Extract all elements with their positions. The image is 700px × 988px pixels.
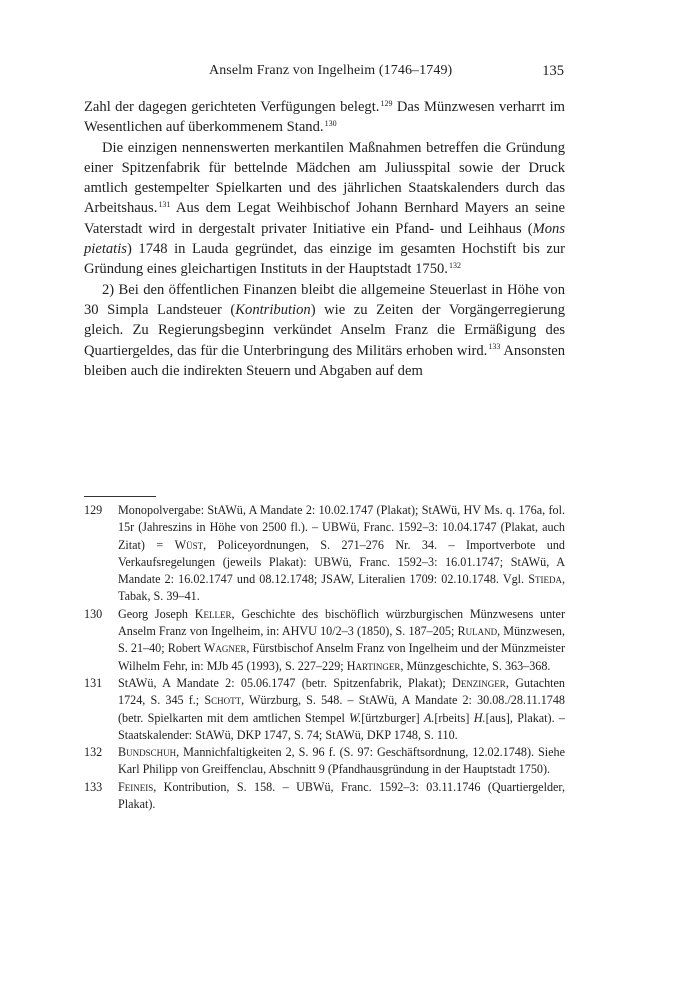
footnote-number: 129 (84, 503, 103, 517)
text-run: [rbeits] (434, 710, 474, 725)
author-name: Wagner (203, 641, 247, 656)
text-run: [ürtzburger] (361, 710, 424, 725)
text-run: StAWü, A Mandate 2: 05.06.1747 (betr. Spitzenfabrik, Plakat); (118, 675, 453, 690)
footnote-number: 130 (84, 606, 103, 621)
footnote (84, 779, 565, 814)
author-name: Hartinger (346, 658, 401, 673)
body-paragraph (84, 138, 565, 280)
author-name: Denzinger (452, 675, 506, 690)
italic-text: W. (349, 710, 362, 725)
text-run: , Fürstbischof Anselm Franz von Ingelheim und der Münzmeister Wilhelm Fehr, in: MJb 45 (1993), S. 227–229; (118, 641, 565, 673)
text-run: Das Münzwesen verharrt im Wesentlichen auf überkommenem Stand. (84, 99, 565, 136)
footnote-number: 133 (84, 779, 103, 794)
footnote-reference: 130 (324, 118, 337, 128)
footnote (84, 606, 565, 675)
author-name: Stieda (528, 572, 562, 587)
text-run: , Gutachten 1724, S. 345 f.; (118, 675, 565, 708)
text-run: , Münzgeschichte, S. 363–368. (400, 658, 551, 673)
text-run: , Würzburg, S. 548. – StAWü, A Mandate 2: 30.08./28.11.1748 (betr. Spielkarten mit dem amtlichen Stempel (118, 693, 565, 725)
text-run: Aus dem Legat Weihbischof Johann Bernhard Mayers an seine Vaterstadt wird in dergestalt privater Initiative ein Pfand- und Leihhaus ( (84, 200, 565, 237)
italic-text: Kontribution (235, 301, 311, 318)
footnote-reference: 132 (448, 260, 461, 270)
footnote-number: 131 (84, 675, 103, 690)
text-run: , Mannichfaltigkeiten 2, S. 96 f. (S. 97: Geschäftsordnung, 12.02.1748). Siehe Karl Philipp von Greiffenclau, Abschnitt 9 (Pfandhausgründung in der Hauptstadt 1750). (118, 745, 565, 777)
footnote-separator (84, 496, 156, 497)
body-paragraph (84, 97, 565, 138)
text-run: ) wie zu Zeiten der Vorgängerregierung gleich. Zu Regierungsbeginn verkündet Anselm Franz die Ermäßigung des Quartiergeldes, das für die Unterbringung des Militärs erhoben wird. (84, 301, 565, 359)
footnotes (84, 502, 565, 813)
text-run: , Münzwesen, S. 21–40; Robert (118, 624, 565, 656)
footnote-reference: 133 (488, 342, 501, 352)
footnote (84, 502, 565, 606)
main-text (84, 97, 565, 381)
text-run: Die einzigen nennenswerten merkantilen Maßnahmen betreffen die Gründung einer Spitzenfabrik für bettelnde Mädchen am Juliusspital sowie der Druck amtlich gestempelter Spielkarten und des jährlichen Staatskalenders durch das Arbeitshaus. (84, 139, 565, 217)
italic-text: A. (423, 710, 435, 725)
text-run: , Kontribution, S. 158. – UBWü, Franc. 1592–3: 03.11.1746 (Quartiergelder, Plakat). (118, 779, 565, 812)
body-paragraph (84, 280, 565, 381)
running-header (84, 63, 564, 83)
text-run: Georg Joseph (118, 606, 195, 621)
text-run: , Policeyordnungen, S. 271–276 Nr. 34. – Importverbote und Verkaufsregelungen (jeweils Plakat): UBWü, Franc. 1592–3: 16.01.1747; StAWü, A Mandate 2: 16.02.1747 und 08.12.1748; JSAW, Literalien 1709: 02.10.1748. Vgl. (118, 537, 565, 587)
author-name: Schott (204, 693, 242, 708)
footnote (84, 675, 565, 744)
footnote-reference: 131 (158, 199, 171, 209)
author-name: Feineis (118, 779, 154, 794)
text-run: Monopolvergabe: StAWü, A Mandate 2: 10.02.1747 (Plakat); StAWü, HV Ms. q. 176a, fol. 15r (Jahreszins in Höhe von 2500 fl.). – UBWü, Franc. 1592–3: 10.04.1747 (Plakat, auch Zitat) = (118, 503, 565, 552)
text-run: [aus], Plakat). – Staatskalender: StAWü, DKP 1747, S. 74; StAWü, DKP 1748, S. 110. (118, 710, 565, 742)
running-title: Anselm Franz von Ingelheim (1746–1749) (209, 63, 453, 78)
author-name: Bundschuh (118, 745, 177, 760)
text-run: , Geschichte des bischöflich würzburgischen Münzwesens unter Anselm Franz von Ingelheim, in: AHVU 10/2–3 (1850), S. 187–205; (118, 606, 565, 639)
text-run: Ansonsten bleiben auch die indirekten Steuern und Abgaben auf dem (84, 342, 566, 379)
author-name: Ruland (457, 624, 498, 639)
author-name: Keller (194, 606, 232, 621)
footnote-number: 132 (84, 745, 103, 760)
italic-text: H. (473, 710, 486, 725)
page-number: 135 (542, 63, 564, 79)
italic-text: Mons pietatis (84, 220, 565, 258)
text-run: ) 1748 in Lauda gegründet, das einzige im gesamten Hochstift bis zur Gründung eines gleichartigen Instituts in der Hauptstadt 1750. (84, 241, 565, 278)
text-run: Zahl der dagegen gerichteten Verfügungen belegt. (84, 99, 380, 115)
footnote-reference: 129 (380, 98, 393, 108)
text-run: , Tabak, S. 39–41. (118, 572, 565, 604)
author-name: Wüst (174, 537, 204, 552)
footnote (84, 744, 565, 779)
text-run: 2) Bei den öffentlichen Finanzen bleibt die allgemeine Steuerlast in Höhe von 30 Simpla Landsteuer ( (84, 281, 565, 318)
